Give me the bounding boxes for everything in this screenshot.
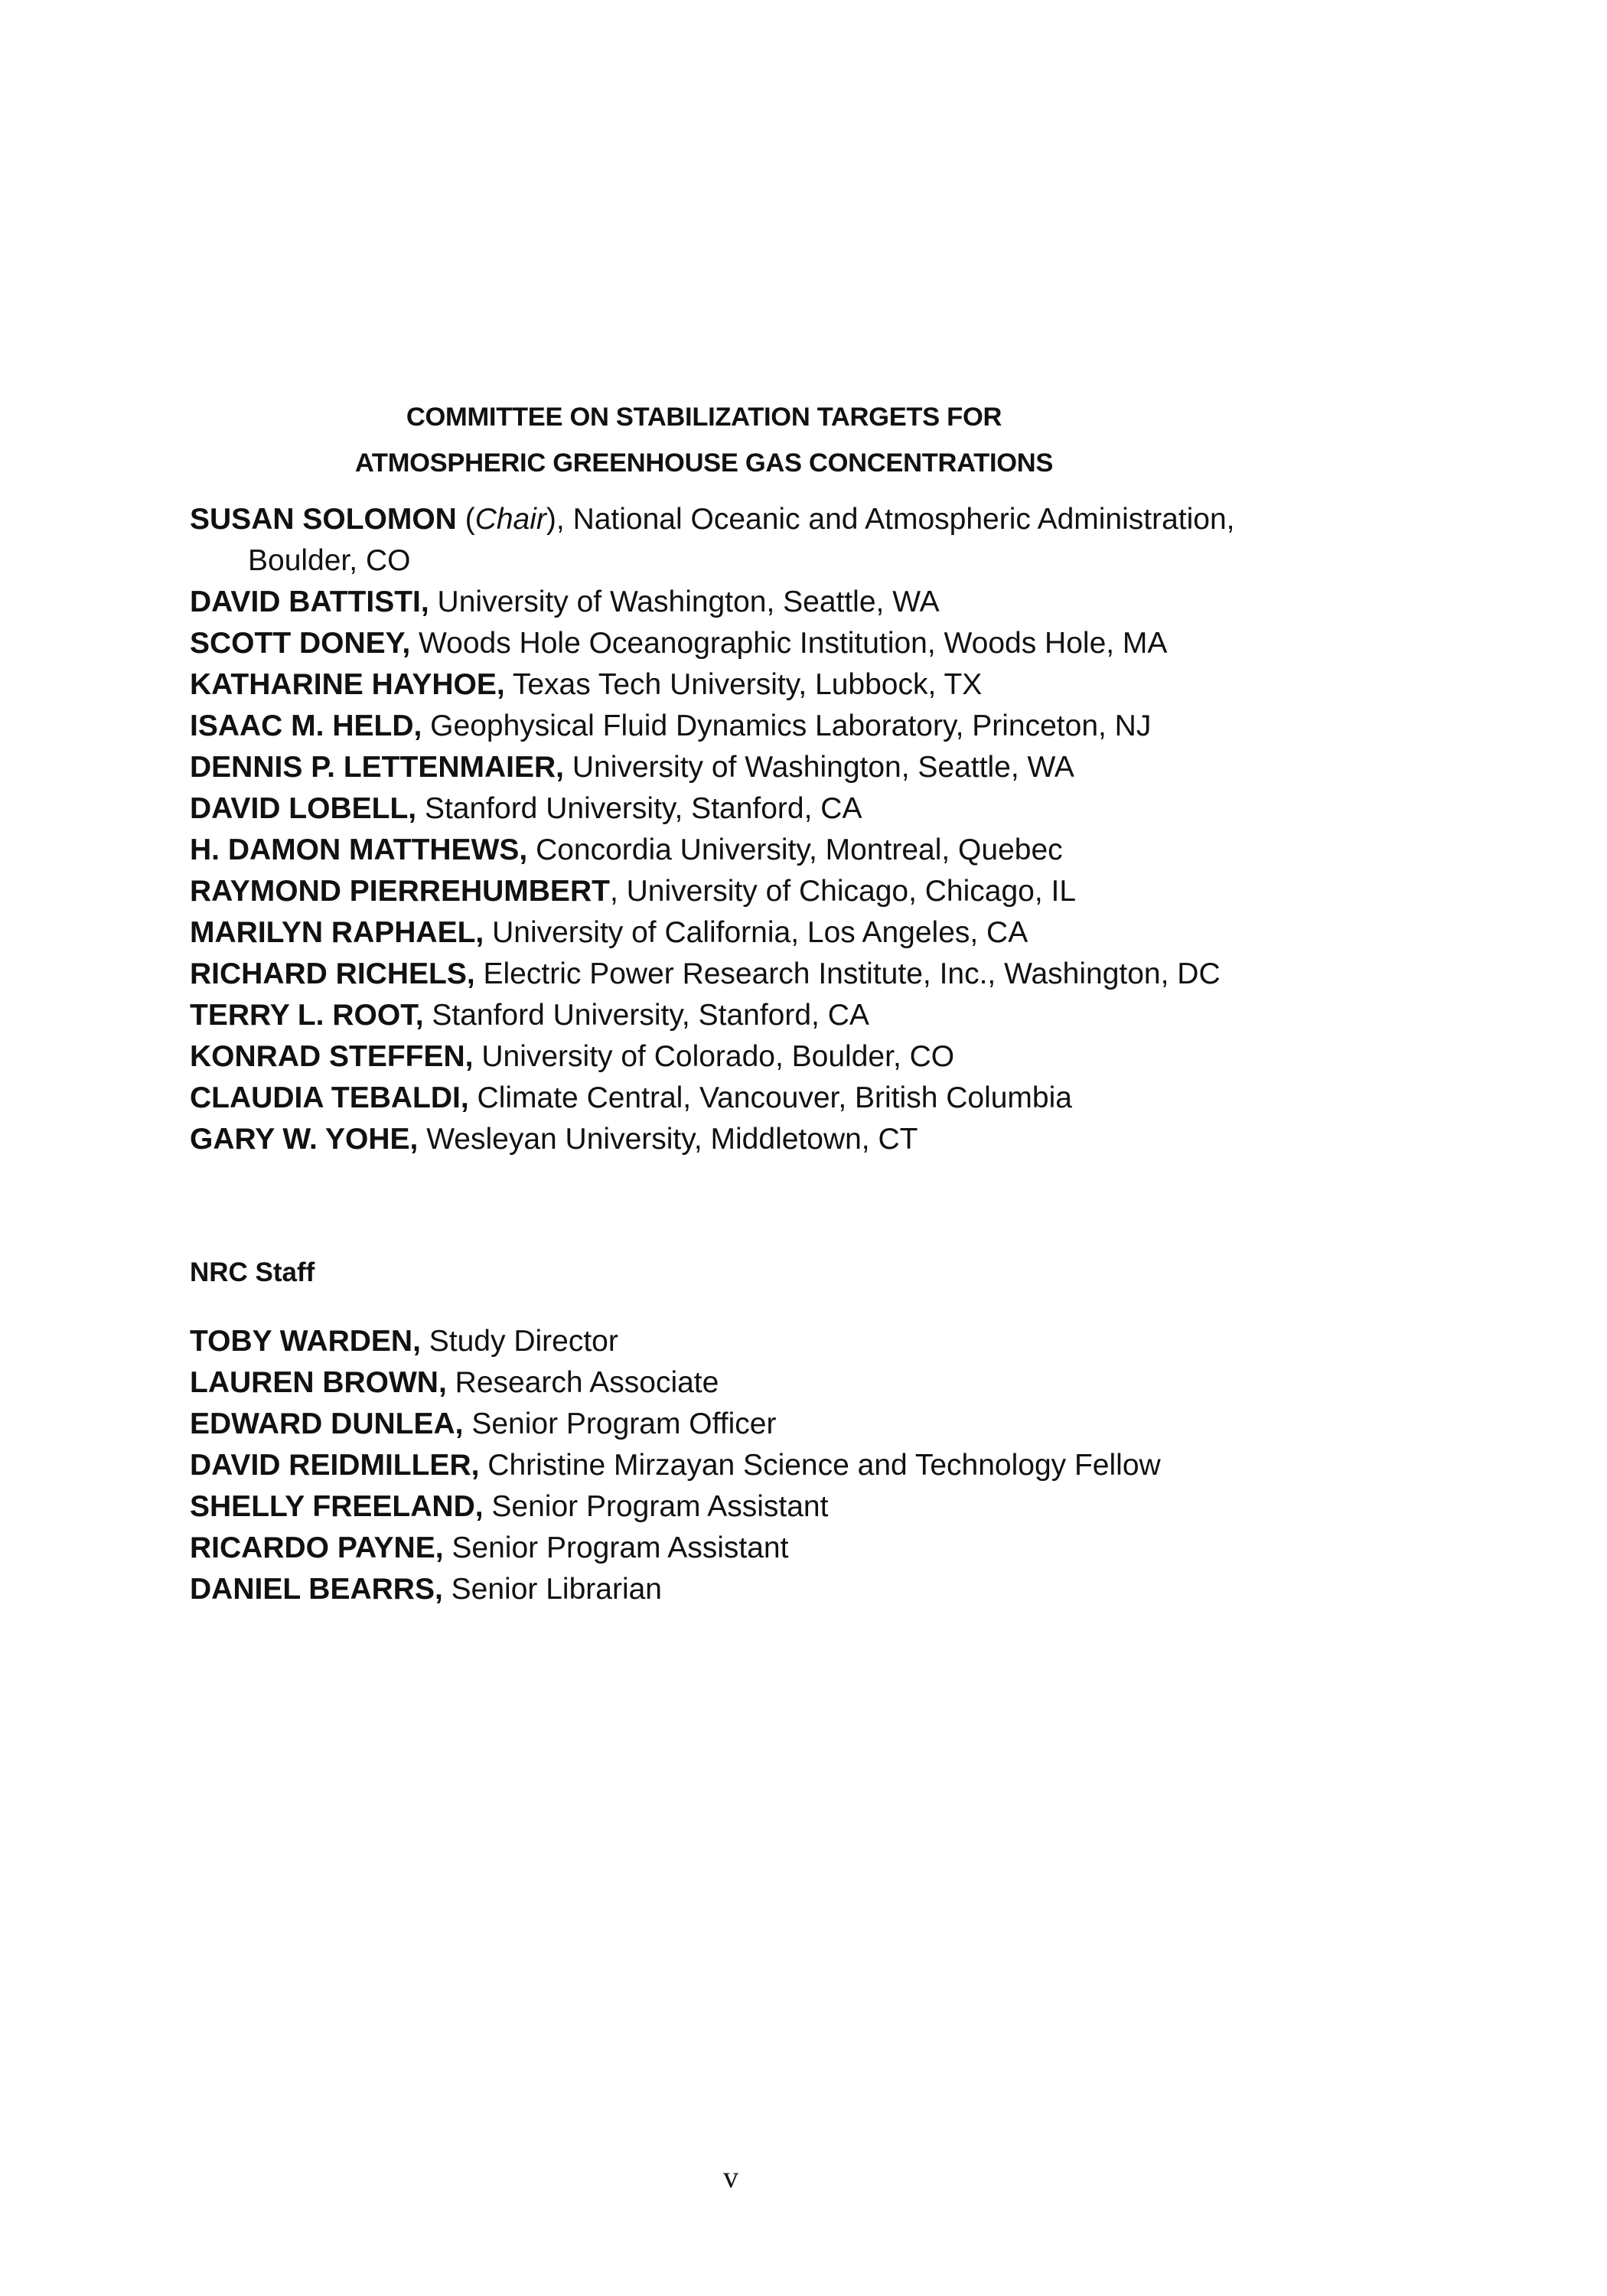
member-name: ISAAC M. HELD, [190, 709, 422, 742]
member-name: SUSAN SOLOMON [190, 503, 457, 536]
committee-member [190, 1036, 1273, 1078]
member-role: Study Director [420, 1325, 618, 1358]
member-affiliation: Texas Tech University, Lubbock, TX [504, 668, 983, 701]
member-name: DENNIS P. LETTENMAIER, [190, 751, 565, 784]
member-name: CLAUDIA TEBALDI, [190, 1081, 469, 1114]
member-name: TOBY WARDEN, [190, 1325, 421, 1358]
member-name: TERRY L. ROOT, [190, 999, 424, 1032]
member-affiliation: Stanford University, Stanford, CA [423, 999, 869, 1032]
member-name: RICARDO PAYNE, [190, 1531, 444, 1564]
staff-section-title: NRC Staff [190, 1257, 315, 1287]
member-role: Senior Program Assistant [443, 1531, 789, 1564]
member-affiliation: Electric Power Research Institute, Inc., Washington, DC [474, 957, 1221, 990]
committee-member [190, 499, 1273, 582]
member-name: GARY W. YOHE, [190, 1123, 419, 1156]
committee-heading [0, 394, 1408, 486]
staff-member [190, 1569, 1396, 1610]
committee-member [190, 954, 1273, 995]
staff-member [190, 1528, 1396, 1569]
committee-member [190, 1119, 1273, 1160]
member-name: DAVID REIDMILLER, [190, 1449, 480, 1482]
committee-member [190, 623, 1273, 664]
member-affiliation: Climate Central, Vancouver, British Columbia [468, 1081, 1072, 1114]
member-affiliation: National Oceanic and Atmospheric Administration, Boulder, CO [248, 503, 1235, 577]
committee-member [190, 871, 1273, 912]
member-role: Senior Librarian [442, 1573, 662, 1606]
staff-member [190, 1321, 1396, 1362]
staff-member [190, 1404, 1396, 1445]
member-affiliation: Wesleyan University, Middletown, CT [418, 1123, 918, 1156]
member-name: H. DAMON MATTHEWS, [190, 833, 528, 866]
member-role: Research Associate [446, 1366, 719, 1399]
member-name: SHELLY FREELAND, [190, 1490, 484, 1523]
committee-member [190, 706, 1273, 747]
member-affiliation: University of Washington, Seattle, WA [564, 751, 1074, 784]
staff-member [190, 1486, 1396, 1528]
member-name: EDWARD DUNLEA, [190, 1407, 464, 1440]
member-affiliation: Concordia University, Montreal, Quebec [527, 833, 1063, 866]
role-close: ), [546, 503, 573, 536]
member-name: KATHARINE HAYHOE, [190, 668, 505, 701]
member-affiliation: University of California, Los Angeles, CA [484, 916, 1028, 949]
staff-member [190, 1445, 1396, 1486]
staff-member-list [190, 1321, 1452, 1610]
committee-member [190, 1078, 1273, 1119]
member-role: Chair [474, 503, 546, 536]
member-name: DAVID LOBELL, [190, 792, 417, 825]
role-open: ( [456, 503, 475, 536]
member-name: LAUREN BROWN, [190, 1366, 447, 1399]
member-name: SCOTT DONEY, [190, 627, 411, 660]
member-name: KONRAD STEFFEN, [190, 1040, 474, 1073]
heading-line-1: COMMITTEE ON STABILIZATION TARGETS FOR [406, 403, 1002, 432]
committee-member [190, 582, 1273, 623]
committee-member [190, 830, 1273, 871]
member-affiliation: Geophysical Fluid Dynamics Laboratory, Princeton, NJ [422, 709, 1152, 742]
committee-member [190, 788, 1273, 830]
member-name: DANIEL BEARRS, [190, 1573, 443, 1606]
member-name: MARILYN RAPHAEL, [190, 916, 484, 949]
member-name: RAYMOND PIERREHUMBERT [190, 875, 610, 908]
member-role: Senior Program Officer [463, 1407, 777, 1440]
staff-member [190, 1362, 1396, 1404]
member-name: DAVID BATTISTI, [190, 585, 429, 618]
committee-member [190, 995, 1273, 1036]
member-affiliation: University of Colorado, Boulder, CO [473, 1040, 955, 1073]
committee-member [190, 912, 1273, 954]
member-role: Christine Mirzayan Science and Technology Fellow [479, 1449, 1161, 1482]
committee-member [190, 747, 1273, 788]
member-affiliation: Stanford University, Stanford, CA [416, 792, 862, 825]
member-affiliation: , University of Chicago, Chicago, IL [609, 875, 1077, 908]
member-affiliation: Woods Hole Oceanographic Institution, Woods Hole, MA [410, 627, 1168, 660]
heading-line-2: ATMOSPHERIC GREENHOUSE GAS CONCENTRATIONS [354, 448, 1054, 478]
committee-member [190, 664, 1273, 706]
member-name: RICHARD RICHELS, [190, 957, 475, 990]
member-role: Senior Program Assistant [483, 1490, 829, 1523]
committee-member-list [190, 499, 1452, 1160]
member-affiliation: University of Washington, Seattle, WA [429, 585, 940, 618]
page-number: v [723, 2160, 738, 2194]
